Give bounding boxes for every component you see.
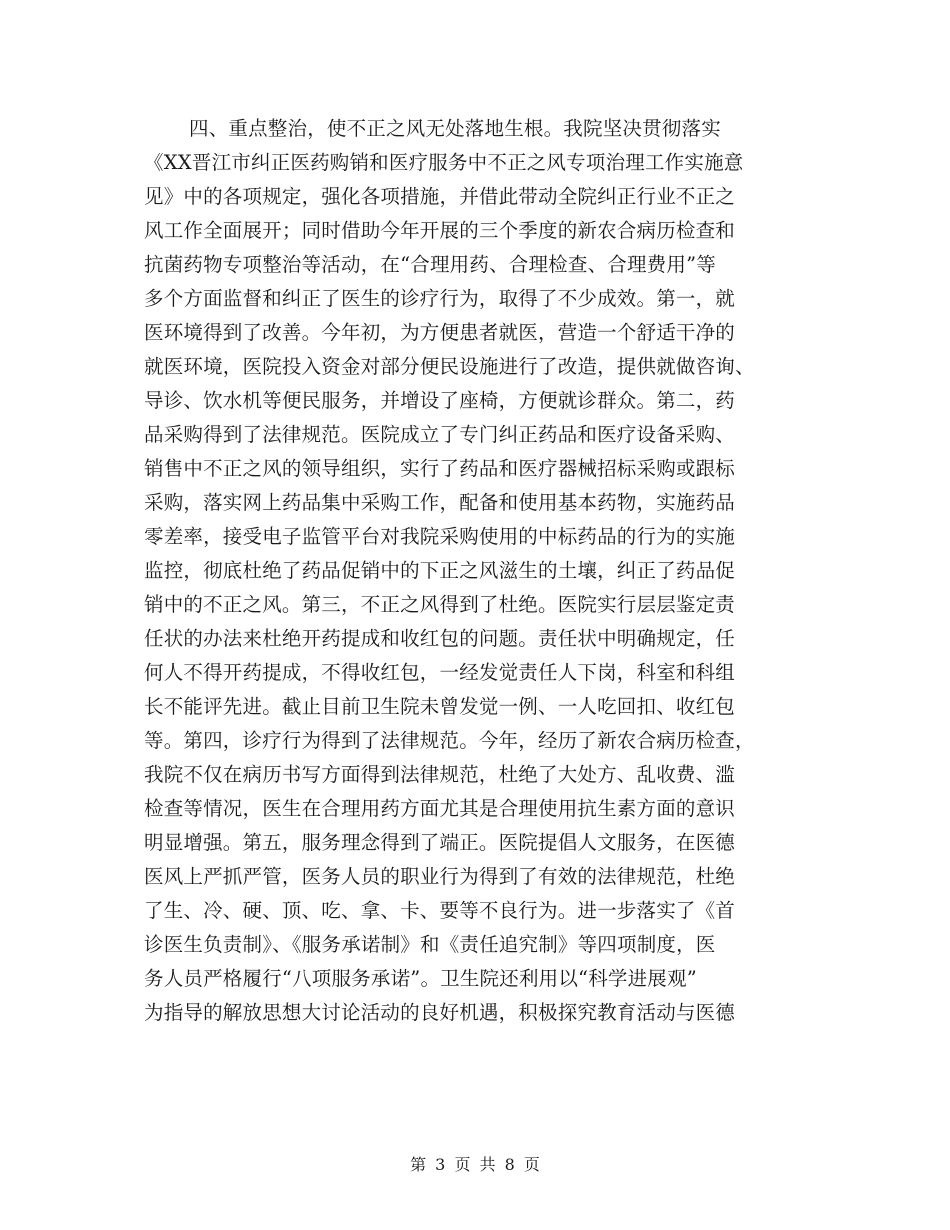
paragraph-line: 检查等情况，医生在合理用药方面尤其是合理使用抗生素方面的意识 [144, 797, 736, 820]
paragraph-line: 风工作全面展开；同时借助今年开展的三个季度的新农合病历检查和 [144, 219, 736, 242]
paragraph-line: 等。第四，诊疗行为得到了法律规范。今年，经历了新农合病历检查， [144, 729, 755, 752]
paragraph-line: 抗菌药物专项整治等活动，在“合理用药、合理检查、合理费用”等 [144, 253, 716, 276]
paragraph-line: 品采购得到了法律规范。医院成立了专门纠正药品和医疗设备采购、 [144, 423, 736, 446]
paragraph-line: 诊医生负责制》、《服务承诺制》和《责任追究制》等四项制度，医 [144, 933, 716, 956]
paragraph-line: 四、重点整治，使不正之风无处落地生根。我院坚决贯彻落实 [189, 117, 721, 140]
paragraph-line: 见》中的各项规定，强化各项措施，并借此带动全院纠正行业不正之 [144, 185, 736, 208]
paragraph-line: 采购，落实网上药品集中采购工作，配备和使用基本药物，实施药品 [144, 491, 736, 514]
paragraph-line: 医风上严抓严管，医务人员的职业行为得到了有效的法律规范，杜绝 [144, 865, 736, 888]
body-text [144, 112, 809, 1030]
paragraph-line: 为指导的解放思想大讨论活动的良好机遇，积极探究教育活动与医德 [144, 1001, 736, 1024]
paragraph-line: 了生、冷、硬、顶、吃、拿、卡、要等不良行为。进一步落实了《首 [144, 899, 736, 922]
paragraph-line: 导诊、饮水机等便民服务，并增设了座椅，方便就诊群众。第二，药 [144, 389, 736, 412]
paragraph-line: 零差率，接受电子监管平台对我院采购使用的中标药品的行为的实施 [144, 525, 736, 548]
paragraph-line: 多个方面监督和纠正了医生的诊疗行为，取得了不少成效。第一，就 [144, 287, 736, 310]
paragraph-line: 长不能评先进。截止目前卫生院未曾发觉一例、一人吃回扣、收红包 [144, 695, 736, 718]
paragraph-line: 销中的不正之风。第三，不正之风得到了杜绝。医院实行层层鉴定责 [144, 593, 736, 616]
page-number-footer: 第 3 页 共 8 页 [410, 1155, 540, 1174]
paragraph-line: 何人不得开药提成，不得收红包，一经发觉责任人下岗，科室和科组 [144, 661, 736, 684]
paragraph-line: 务人员严格履行“八项服务承诺”。卫生院还利用以“科学进展观” [144, 967, 697, 990]
paragraph-line: 销售中不正之风的领导组织，实行了药品和医疗器械招标采购或跟标 [144, 457, 736, 480]
paragraph-line: 监控，彻底杜绝了药品促销中的下正之风滋生的土壤，纠正了药品促 [144, 559, 736, 582]
paragraph-line: 任状的办法来杜绝开药提成和收红包的问题。责任状中明确规定，任 [144, 627, 736, 650]
paragraph-line: 明显增强。第五，服务理念得到了端正。医院提倡人文服务，在医德 [144, 831, 736, 854]
paragraph-line: 医环境得到了改善。今年初，为方便患者就医，营造一个舒适干净的 [144, 321, 736, 344]
paragraph-line: 我院不仅在病历书写方面得到法律规范，杜绝了大处方、乱收费、滥 [144, 763, 736, 786]
paragraph-line: 《XX晋江市纠正医药购销和医疗服务中不正之风专项治理工作实施意 [144, 151, 744, 174]
paragraph-line: 就医环境，医院投入资金对部分便民设施进行了改造，提供就做咨询、 [144, 355, 755, 378]
